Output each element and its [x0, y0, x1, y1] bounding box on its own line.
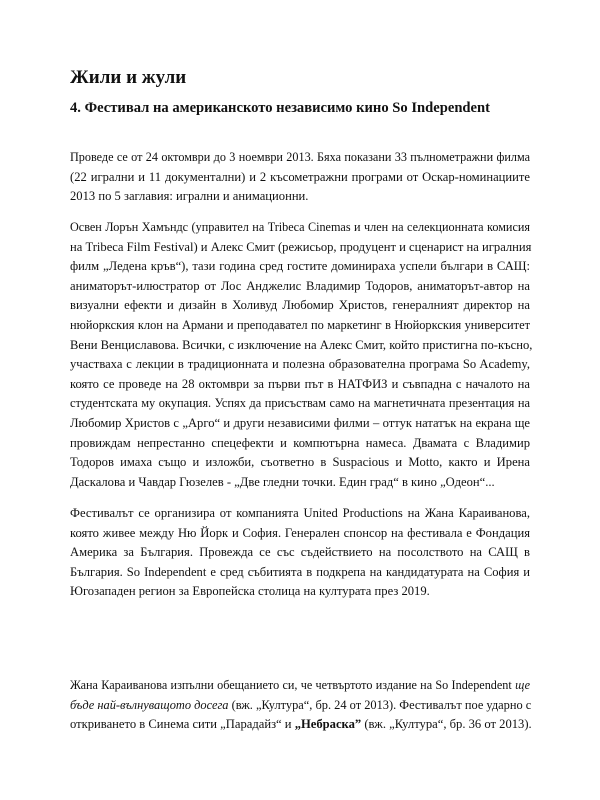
text-run: Жана Караиванова изпълни обещанието си, че четвъртото издание на So Independent: [70, 678, 512, 692]
text-line: [70, 676, 530, 696]
text-line: провиждам непрестанно спецефекти и компютърна намеса. Двамата с Владимир: [70, 435, 530, 450]
text-line: [70, 696, 530, 716]
film-title-bold: „Небраска”: [294, 717, 362, 732]
article-subtitle: 4. Фестивал на американското независимо кино So Independent: [70, 100, 491, 116]
text-run: откриването в Синема сити „Парадайз“ и: [70, 717, 295, 732]
text-run: (вж. „Култура“, бр. 36 от 2013).: [361, 717, 532, 732]
text-line: участваха с лекции в традиционната и полезна образователна програма So Academy,: [70, 357, 530, 372]
italic-text: бъде най-вълнуващото досега: [70, 697, 229, 712]
text-line: Проведе се от 24 октомври до 3 ноември 2013. Бяха показани 33 пълнометражни филма: [70, 150, 530, 164]
text-line: която се проведе на 28 октомври за първи път в НАТФИЗ и съвпадна с началото на: [70, 376, 530, 391]
text-line: [70, 715, 530, 735]
text-line: 2013 по 5 заглавия: игрални и анимационни.: [70, 189, 309, 204]
text-line: Фестивалът се организира от компанията United Productions на Жана Караиванова,: [70, 506, 530, 520]
paragraph-festival-organizer: [70, 504, 530, 602]
text-line: Вени Венциславова. Всички, с изключение на Алекс Смит, който пристигна по-късно,: [70, 337, 533, 352]
text-run: (вж. „Култура“, бр. 24 от 2013). Фестивалът пое ударно с: [228, 697, 532, 712]
text-line: (22 игрални и 11 документални) и 2 късометражни програми от Оскар-номинациите: [70, 169, 530, 184]
text-line: филм „Ледена кръв“), тази година сред гостите доминираха успели българи в САЩ:: [70, 259, 530, 274]
paragraph-festival-guests: [70, 218, 533, 492]
text-line: студентската му окупация. Успях да присъствам само на магнетичната презентация на: [70, 396, 530, 411]
italic-text: ще: [515, 678, 531, 692]
text-line: Тодоров имаха също и изложби, съответно в Suspacious и Motto, както и Ирена: [70, 455, 530, 470]
text-line: Освен Лорън Хамъндс (управител на Tribeca Cinemas и член на селекционната комисия: [70, 220, 530, 234]
text-line: Любомир Христов с „Арго“ и други независими филми – оттук нататък на екрана ще: [70, 415, 530, 430]
text-line: България. So Independent е сред събитията в подкрепа на кандидатурата на София и: [70, 564, 530, 579]
text-line: на Tribeca Film Festival) и Алекс Смит (режисьор, продуцент и сценарист на игралния: [70, 239, 532, 254]
text-line: визуални ефекти и дизайн в Холивуд Любомир Христов, генералният директор на: [70, 298, 530, 313]
paragraph-festival-opening: [70, 676, 530, 735]
text-line: нюйоркския клон на Армани и преподавател по маркетинг в Нюйоркския университет: [70, 317, 530, 332]
text-line: Югозападен регион за Европейска столица на културата през 2019.: [70, 584, 430, 599]
text-line: Даскалова и Чавдар Гюзелев - „Две гледни точки. Един град“ в кино „Одеон“...: [70, 474, 495, 489]
text-line: аниматорът-илюстратор от Лос Анджелис Владимир Тодоров, аниматорът-автор на: [70, 278, 530, 293]
text-line: която живее между Ню Йорк и София. Генерален спонсор на фестивала е Фондация: [70, 525, 530, 540]
paragraph-festival-dates: [70, 148, 530, 207]
page-title: Жили и жули: [70, 67, 187, 88]
text-line: Америка за България. Провежда се със съдействието на посолството на САЩ в: [70, 545, 530, 560]
